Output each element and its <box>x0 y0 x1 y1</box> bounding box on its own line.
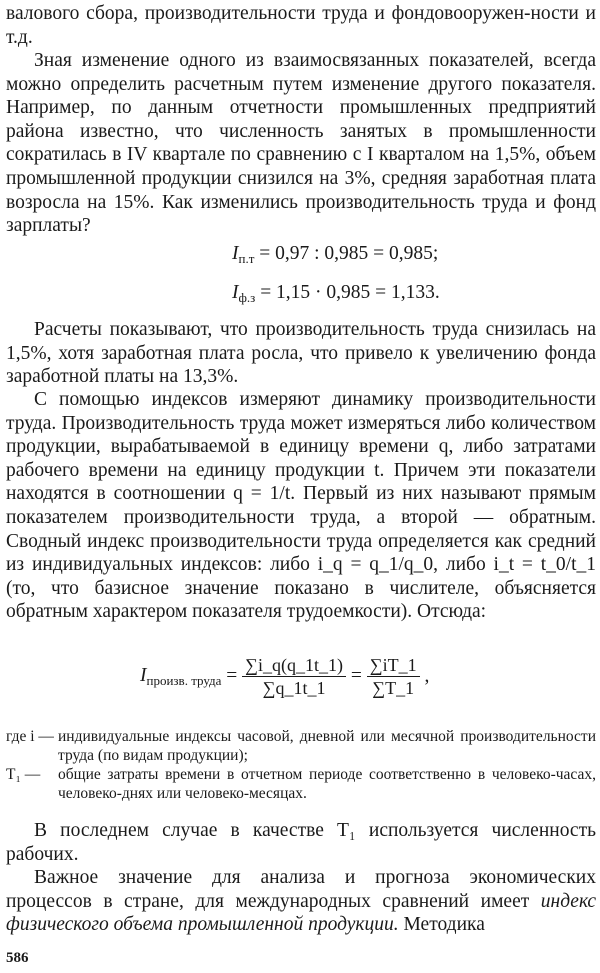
eq3-fraction-2 <box>367 654 420 699</box>
eq1-expression: = 0,97 : 0,985 = 0,985; <box>259 243 439 264</box>
legend-text: общие затраты времени в отчетном периоде соответственно в человеко-часах, человеко-днях или человеко-месяцах. <box>58 766 596 802</box>
legend-item <box>6 727 596 765</box>
paragraph-3: Расчеты показывают, что производительность труда снизилась на 1,5%, хотя заработная плата росла, что привело к увеличению фонда заработной платы на 13,3%. <box>6 319 596 388</box>
eq3-frac1-denominator: ∑q_1t_1 <box>262 678 326 698</box>
eq3-frac2-denominator: ∑T_1 <box>372 678 415 698</box>
page-number: 586 <box>6 950 29 966</box>
paragraph-5: В последнем случае в качестве T₁ используется численность рабочих. <box>6 820 596 865</box>
eq2-subscript: ф.з <box>238 290 256 305</box>
paragraph-1: валового сбора, производительности труда и фондовооружен-ности и т.д. <box>6 3 596 48</box>
paragraph-6-text: Важное значение для анализа и прогноза экономических процессов в стране, для международных сравнений имеет <box>6 867 596 912</box>
eq3-symbol: I <box>140 664 147 686</box>
equation-labor-productivity-index <box>232 243 438 267</box>
formula-legend <box>6 727 596 803</box>
eq1-symbol: I <box>232 243 239 264</box>
paragraph-6-emphasis: индекс физического объема промышленной продукции. <box>6 890 596 936</box>
eq3-trail: , <box>424 665 430 687</box>
eq3-fraction-1 <box>242 654 346 699</box>
paragraph-2: Зная изменение одного из взаимосвязанных показателей, всегда можно определить расчетным путем изменение другого показателя. Например, по данным отчетности промышленных предприятий района известно, что численность занятых в промышленности сократилась в IV квартале по сравнению с I кварталом на 1,5%, объем промышленной продукции снизился на 3%, средняя заработная плата возросла на 15%. Как изменились производительность труда и фонд зарплаты? <box>6 50 596 237</box>
eq3-frac2-numerator: ∑iT_1 <box>367 654 420 677</box>
eq2-symbol: I <box>232 282 239 303</box>
legend-key: T₁ — <box>6 766 41 783</box>
paragraph-4: С помощью индексов измеряют динамику производительности труда. Производительность труда может измеряться либо количеством продукции, вырабатываемой в единицу времени q, либо затратами рабочего времени на единицу продукции t. Причем эти показатели находятся в соотношении q = 1/t. Первый из них называют прямым показателем производительности труда, а второй — обратным. Сводный индекс производительности труда определяется как средний из индивидуальных индексов: либо i_q = q_1/q_0, либо i_t = t_0/t_1 (то, что базисное значение показано в числителе, объясняется обратным характером показателя трудоемкости). Отсюда: <box>6 389 596 623</box>
equation-productivity-index <box>140 654 429 699</box>
eq3-frac1-numerator: ∑i_q(q_1t_1) <box>242 654 346 677</box>
eq2-expression: = 1,15 · 0,985 = 1,133. <box>260 282 440 303</box>
paragraph-6-tail: Методика <box>398 914 485 936</box>
legend-text: индивидуальные индексы часовой, дневной или месячной производительности труда (по видам продукции); <box>58 728 596 764</box>
eq3-sign-1: = <box>226 665 238 687</box>
eq3-subscript: произв. труда <box>146 672 222 688</box>
paragraph-6 <box>6 866 596 937</box>
eq1-subscript: п.т <box>238 251 255 266</box>
legend-key: где i — <box>6 728 54 745</box>
legend-item <box>6 765 596 803</box>
equation-wage-fund-index <box>232 282 440 306</box>
eq3-sign-2: = <box>350 665 362 687</box>
